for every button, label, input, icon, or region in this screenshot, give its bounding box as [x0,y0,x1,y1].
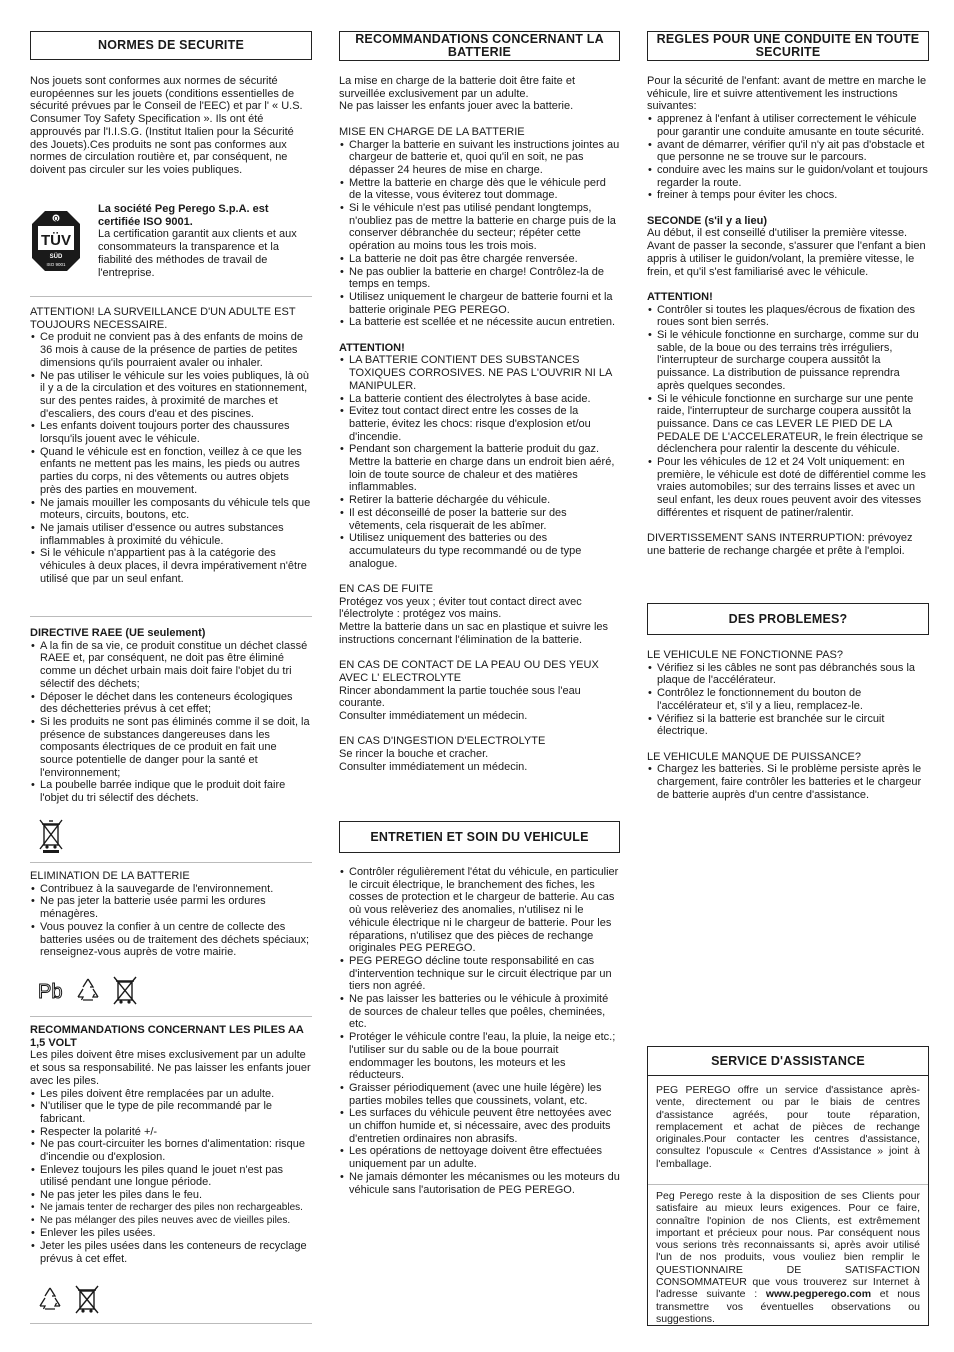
list-item: • avant de démarrer, vérifier qu'il n'y ait pas d'obstacle et que personne ne se trouve sur le parcours. [647,139,929,164]
list-item: • Pour les véhicules de 12 et 24 Volt uniquement: en première, le véhicule est doté de différentiel comme les vraies automobiles; sur des terrains lisses et avec un seul enfant, les deux roues peuvent avoir des vitesses différentes et risquent de patiner/ralentir. [647,456,929,520]
section-title-vehicle-maintenance [339,821,620,853]
safe-driving-paragraph: Pour la sécurité de l'enfant: avant de mettre en marche le véhicule, lire et suivre attentivement les instructions suivantes: [647,75,927,113]
section-title-text: SERVICE D'ASSISTANCE [711,1053,865,1068]
battery-attention-title: ATTENTION! [339,341,405,354]
assistance-box [647,1075,929,1326]
crossed-bin-icon [74,1284,100,1314]
list-item: • Contribuez à la sauvegarde de l'environnement. [30,883,312,896]
list-item: • Protéger le véhicule contre l'eau, la pluie, la neige etc.; l'utiliser sur du sable ou de la boue pourrait endommager les boutons, les moteurs et les réducteurs. [339,1031,620,1082]
list-item: • Les piles doivent être remplacées par un adulte. [30,1088,312,1101]
crossed-bin-icon [38,817,64,857]
battery-disposal-title: ELIMINATION DE LA BATTERIE [30,870,190,882]
list-item: • La batterie ne doit pas être chargée renversée. [339,253,620,266]
list-item: • PEG PEREGO décline toute responsabilité en cas d'intervention technique sur le circuit électrique par un tiers non agréé. [339,955,620,993]
list-item: • Ce produit ne convient pas à des enfants de moins de 36 mois à cause de la présence de parties de petites dimensions qu'ils pourraient avaler ou inhaler. [30,331,312,369]
list-item: • freiner à temps pour éviter les chocs. [647,189,929,202]
safety-standards-paragraph: Nos jouets sont conformes aux normes de sécurité européennes sur les jouets (conditions essentielles de sécurité prévues par le Conseil de l'EEC) et par l' « U.S. Consumer Toy Safety Specification ». Ils ont été approuvés par l'I.I.S.G. (Institut Italien pour la Sécurité des Jouets).Ces produits ne sont pas conformes aux normes de circulation routière et, par conséquent, ne doivent pas circuler sur les voies publiques. [30,75,303,176]
divider [648,1184,928,1185]
list-item: • Les opérations de nettoyage doivent être effectuées uniquement par un adulte. [339,1145,620,1170]
list-item: • Utilisez uniquement des batteries ou des accumulateurs du type recommandé ou de type analogue. [339,532,620,570]
skin-contact-text-1: Rincer abondamment la partie touchée sous l'eau courante. [339,684,581,710]
continuous-fun-paragraph: DIVERTISSEMENT SANS INTERRUPTION: prévoyez une batterie de rechange chargée et prête à l'emploi. [647,532,913,557]
ingestion-title: EN CAS D'INGESTION D'ELECTROLYTE [339,735,546,748]
list-item: • Utilisez uniquement le chargeur de batterie fourni et la batterie originale PEG PEREGO. [339,291,620,316]
list-item: • Quand le véhicule est en fonction, veillez à ce que les enfants ne mettent pas les mains, les pieds ou autres parties du corps, ni des vêtements ou autres objets près des parties en mouvement. [30,446,312,497]
list-item: • Mettre la batterie en charge dès que le véhicule perd de la vitesse, vous éviterez tout dommage. [339,177,620,202]
driving-attention-title: ATTENTION! [647,290,713,303]
list-item: • Les enfants doivent toujours porter des chaussures lorsqu'ils jouent avec le véhicule. [30,420,312,445]
list-item: • Evitez tout contact direct entre les cosses de la batterie, évitez les chocs: risque d'explosion et/ou d'incendie. [339,405,620,443]
aa-battery-title: RECOMMANDATIONS CONCERNANT LES PILES AA 1,5 VOLT [30,1024,304,1049]
ingestion-text-1: Se rincer la bouche et cracher. [339,748,489,761]
battery-disposal-section [30,870,312,959]
list-item: • Vous pouvez la confier à un centre de collecte des batteries usées ou de traitement des déchets spéciaux; renseignez-vous auprès de votre mairie. [30,921,312,959]
adult-supervision-title: ATTENTION! LA SURVEILLANCE D'UN ADULTE EST TOUJOURS NECESSAIRE. [30,306,296,331]
leak-text-1: Protégez vos yeux ; éviter tout contact direct avec l'électrolyte : protégez vos mains. [339,595,582,621]
battery-symbols [36,975,138,1005]
safe-driving-list [647,113,929,202]
list-item: • Respecter la polarité +/- [30,1126,312,1139]
adult-supervision-list [30,331,312,585]
list-item: • Ne jamais utiliser d'essence ou autres substances inflammables à proximité du véhicule. [30,522,312,547]
list-item: • Déposer le déchet dans les conteneurs écologiques des déchetteries prévus à cet effet; [30,691,312,716]
adult-supervision-section [30,306,312,585]
list-item: • N'utiliser que le type de pile recommandé par le fabricant. [30,1100,312,1125]
list-item: • Pendant son chargement la batterie produit du gaz. Mettre la batterie en charge dans un endroit bien aéré, loin de toute source de chaleur et des matières inflammables. [339,443,620,494]
list-item: • La batterie est scellée et ne nécessite aucun entretien. [339,316,620,329]
list-item: • Si le véhicule n'appartient pas à la catégorie des véhicules à deux places, il devra impérativement n'être utilisé que par un seul enfant. [30,547,312,585]
section-title-text: ENTRETIEN ET SOIN DU VEHICULE [370,829,589,844]
list-item: • Ne pas laisser les batteries ou le véhicule à proximité de sources de chaleur telles que poêles, cheminées, etc. [339,993,620,1031]
list-item: • Contrôlez le fonctionnement du bouton de l'accélérateur et, s'il y a lieu, remplacez-le. [647,687,929,712]
skin-contact-title: EN CAS DE CONTACT DE LA PEAU OU DES YEUX AVEC L' ELECTROLYTE [339,659,599,684]
aa-battery-section [30,1024,312,1265]
crossed-bin-icon [112,975,138,1005]
list-item: • Ne pas jeter la batterie usée parmi les ordures ménagères. [30,895,312,920]
battery-intro-1: La mise en charge de la batterie doit être faite et surveillée exclusivement par un adulte. [339,75,576,100]
second-gear-title: SECONDE (s'il y a lieu) [647,214,767,227]
charging-list [339,139,620,330]
leak-text-2: Mettre la batterie dans un sac en plastique et suivre les instructions concernant l'élimination de la batterie. [339,621,609,646]
list-item: • Ne pas oublier la batterie en charge! Contrôlez-la de temps en temps. [339,266,620,291]
list-item: • Si le véhicule fonctionne en surcharge, comme sur du sable, de la boue ou des terrains très irréguliers, l'interrupteur de surcharge coupera aussitôt la puissance. La distribution de puissance reprendra après quelques secondes. [647,329,929,393]
list-item: • apprenez à l'enfant à utiliser correctement le véhicule pour garantir une conduite amusante en toute sécurité. [647,113,929,138]
divider [30,296,312,297]
aa-battery-symbols [36,1284,100,1314]
divider [30,1323,312,1324]
list-item: • Chargez les batteries. Si le problème persiste après le chargement, faire contrôler les batteries et le chargeur de batterie auprès d'un centre d'assistance. [647,763,929,801]
list-item: • Ne pas mélanger des piles neuves avec de vieilles piles. [30,1215,312,1228]
list-item: • Ne jamais démonter les mécanismes ou les moteurs du véhicule sans l'autorisation de PEG PEREGO. [339,1171,620,1196]
list-item: • Graisser périodiquement (avec une huile légère) les parties mobiles telles que coussinets, volant, etc. [339,1082,620,1107]
website-link[interactable]: www.pegperego.com [765,1288,872,1301]
aa-battery-list [30,1088,312,1266]
list-item: • Contrôler régulièrement l'état du véhicule, en particulier le circuit électrique, le branchement des fiches, les cosses de protection et le chargeur de batterie. Au cas où vous relèveriez des anomalies, n'utilisez ni le véhicule électrique ni le chargeur de batterie. Pour les réparations, n'utilisez que des pièces de rechange originales PEG PEREGO. [339,866,620,955]
problem-1-list [647,662,929,738]
list-item: • Enlever les piles usées. [30,1227,312,1240]
list-item: • La poubelle barrée indique que le produit doit faire l'objet du tri sélectif des déchets. [30,779,312,804]
safe-driving-section [647,75,929,558]
problem-2-title: LE VEHICULE MANQUE DE PUISSANCE? [647,750,861,763]
list-item: • Ne pas jeter les piles dans le feu. [30,1189,312,1202]
skin-contact-text-2: Consulter immédiatement un médecin. [339,710,528,723]
list-item: • Vérifiez si la batterie est branchée sur le circuit électrique. [647,713,929,738]
certification-block [98,203,312,279]
list-item: • Ne jamais tenter de recharger des piles non rechargeables. [30,1202,312,1215]
maintenance-list [339,866,620,1196]
battery-attention-list [339,354,620,570]
list-item: • Contrôler si toutes les plaques/écrous de fixation des roues sont bien serrés. [647,304,929,329]
problem-2-list [647,763,929,801]
pb-label: Pb [38,981,63,1003]
second-gear-paragraph: Au début, il est conseillé d'utiliser la première vitesse. Avant de passer la seconde, s'assurer que l'enfant a bien appris à utiliser le guidon/volant, la première vitesse, le frein, et qu'il s'est familiarisé avec le véhicule. [647,227,926,278]
list-item: • Charger la batterie en suivant les instructions jointes au chargeur de batterie et, quoi qu'il en soit, ne pas dépasser 24 heures de mise en charge. [339,139,620,177]
assistance-survey-text: Peg Perego reste à la disposition de ses Clients pour satisfaire au mieux leurs exigences. Pour ce faire, connaître l'opinion de nos Clients, est extrêmement important et précieux pour nous. Par conséquent nous vous serions très reconnaissants si, après avoir utilisé l'un de nos produits, vous vouliez bien remplir le QUESTIONNAIRE DE SATISFACTION CONSOMMATEUR que vous trouverez sur Internet à l'adresse suivante : [656,1190,920,1301]
recycle-icon [74,976,102,1004]
list-item: • Les surfaces du véhicule peuvent être nettoyées avec un chiffon humide et, si nécessaire, avec des produits d'entretien ordinaires non abrasifs. [339,1107,620,1145]
battery-disposal-list [30,883,312,959]
lead-pb-icon [36,976,64,1004]
tuv-octagon-icon [30,209,82,273]
raee-section [30,627,312,805]
section-title-text: REGLES POUR UNE CONDUITE EN TOUTE SECURITE [656,32,920,59]
problems-section [647,649,929,801]
charging-title: MISE EN CHARGE DE LA BATTERIE [339,125,525,138]
section-title-battery-recommendations [339,31,620,61]
section-title-safety-standards [30,31,312,60]
section-title-problems [647,603,929,635]
list-item: • Si le véhicule fonctionne en surcharge sur une pente raide, l'interrupteur de surcharge coupera aussitôt la puissance. Dans ce cas LEVER LE PIED DE LA PEDALE DE L'ACCELERATEUR, le frein électrique se déclenchera pour ralentir la descente du véhicule. [647,393,929,457]
section-title-safe-driving [647,31,929,61]
battery-recommendations-section [339,75,620,774]
divider [30,862,312,863]
divider [30,616,312,617]
list-item: • Enlevez toujours les piles quand le jouet n'est pas utilisé pendant une longue période. [30,1164,312,1189]
assistance-paragraph-2 [656,1190,920,1325]
recycle-icon [36,1285,64,1313]
certification-bold: La société Peg Perego S.p.A. est certifiée ISO 9001. [98,203,269,228]
list-item: • Vérifiez si les câbles ne sont pas débranchés sous la plaque de l'accélérateur. [647,662,929,687]
list-item: • Si les produits ne sont pas éliminés comme il se doit, la présence de substances dangereuses dans les composants électriques de ce produit en fait une source potentielle de danger pour la santé et l'environnement; [30,716,312,780]
list-item: • Il est déconseillé de poser la batterie sur des vêtements, cela risquerait de les abîmer. [339,507,620,532]
divider [30,1016,312,1017]
list-item: • A la fin de sa vie, ce produit constitue un déchet classé RAEE et, par conséquent, ne doit pas être éliminé comme un déchet urbain mais doit faire l'objet du tri sélectif des déchets; [30,640,312,691]
assistance-closing-text: et nous transmettre vos éventuelles observations ou suggestions. [656,1288,920,1325]
tuv-certification-logo [30,209,82,273]
leak-title: EN CAS DE FUITE [339,583,434,596]
section-title-text: RECOMMANDATIONS CONCERNANT LA BATTERIE [355,32,604,59]
list-item: • La batterie contient des électrolytes à base acide. [339,393,620,406]
ingestion-text-2: Consulter immédiatement un médecin. [339,760,528,773]
assistance-paragraph-1: PEG PEREGO offre un service d'assistance après-vente, directement ou par le biais de centres d'assistance agréés, pour toute réparation, remplacement et achat de pièces de rechange originales.Pour contacter les centres d'assistance, consultez l'opuscule « Centres d'Assistance » joint à l'emballage. [656,1084,920,1170]
list-item: • Ne pas court-circuiter les bornes d'alimentation: risque d'incendie ou d'explosion. [30,1138,312,1163]
problem-1-title: LE VEHICULE NE FONCTIONNE PAS? [647,649,844,661]
tuv-sud-label: SÜD [49,254,63,260]
section-title-assistance [647,1046,929,1076]
tuv-main-label: TÜV [41,232,71,249]
battery-intro-2: Ne pas laisser les enfants jouer avec la batterie. [339,100,574,113]
tuv-iso-label: ISO 9001 [46,262,66,267]
section-title-text: DES PROBLEMES? [728,611,848,626]
list-item: • LA BATTERIE CONTIENT DES SUBSTANCES TOXIQUES CORROSIVES. NE PAS L'OUVRIR NI LA MANIPULER. [339,354,620,392]
list-item: • Si le véhicule n'est pas utilisé pendant longtemps, n'oubliez pas de mettre la batterie en charge puis de la conserver débranchée du secteur; répéter cette opération au moins tous les trois mois. [339,202,620,253]
list-item: • Ne jamais mouiller les composants du véhicule tels que moteurs, circuits, boutons, etc. [30,497,312,522]
list-item: • conduire avec les mains sur le guidon/volant et toujours regarder la route. [647,164,929,189]
aa-battery-paragraph: Les piles doivent être mises exclusivement par un adulte et sous sa responsabilité. Ne pas laisser les enfants jouer avec les piles. [30,1049,311,1087]
certification-text: La certification garantit aux clients et aux consommateurs la transparence et la fiabilité des méthodes de travail de l'entreprise. [98,228,297,279]
driving-attention-list [647,304,929,520]
raee-title: DIRECTIVE RAEE (UE seulement) [30,627,206,639]
list-item: • Retirer la batterie déchargée du véhicule. [339,494,620,507]
vehicle-maintenance-section [339,866,620,1196]
list-item: • Jeter les piles usées dans les conteneurs de recyclage prévus à cet effet. [30,1240,312,1265]
raee-list [30,640,312,805]
tuv-q-label: Q [53,216,59,223]
section-title-text: NORMES DE SECURITE [98,38,244,52]
list-item: • Ne pas utiliser le véhicule sur les voies publiques, là où il y a de la circulation et des voitures en stationnement, sur des pentes raides, à proximité de marches et d'escaliers, des cours d'eau et des piscines. [30,370,312,421]
